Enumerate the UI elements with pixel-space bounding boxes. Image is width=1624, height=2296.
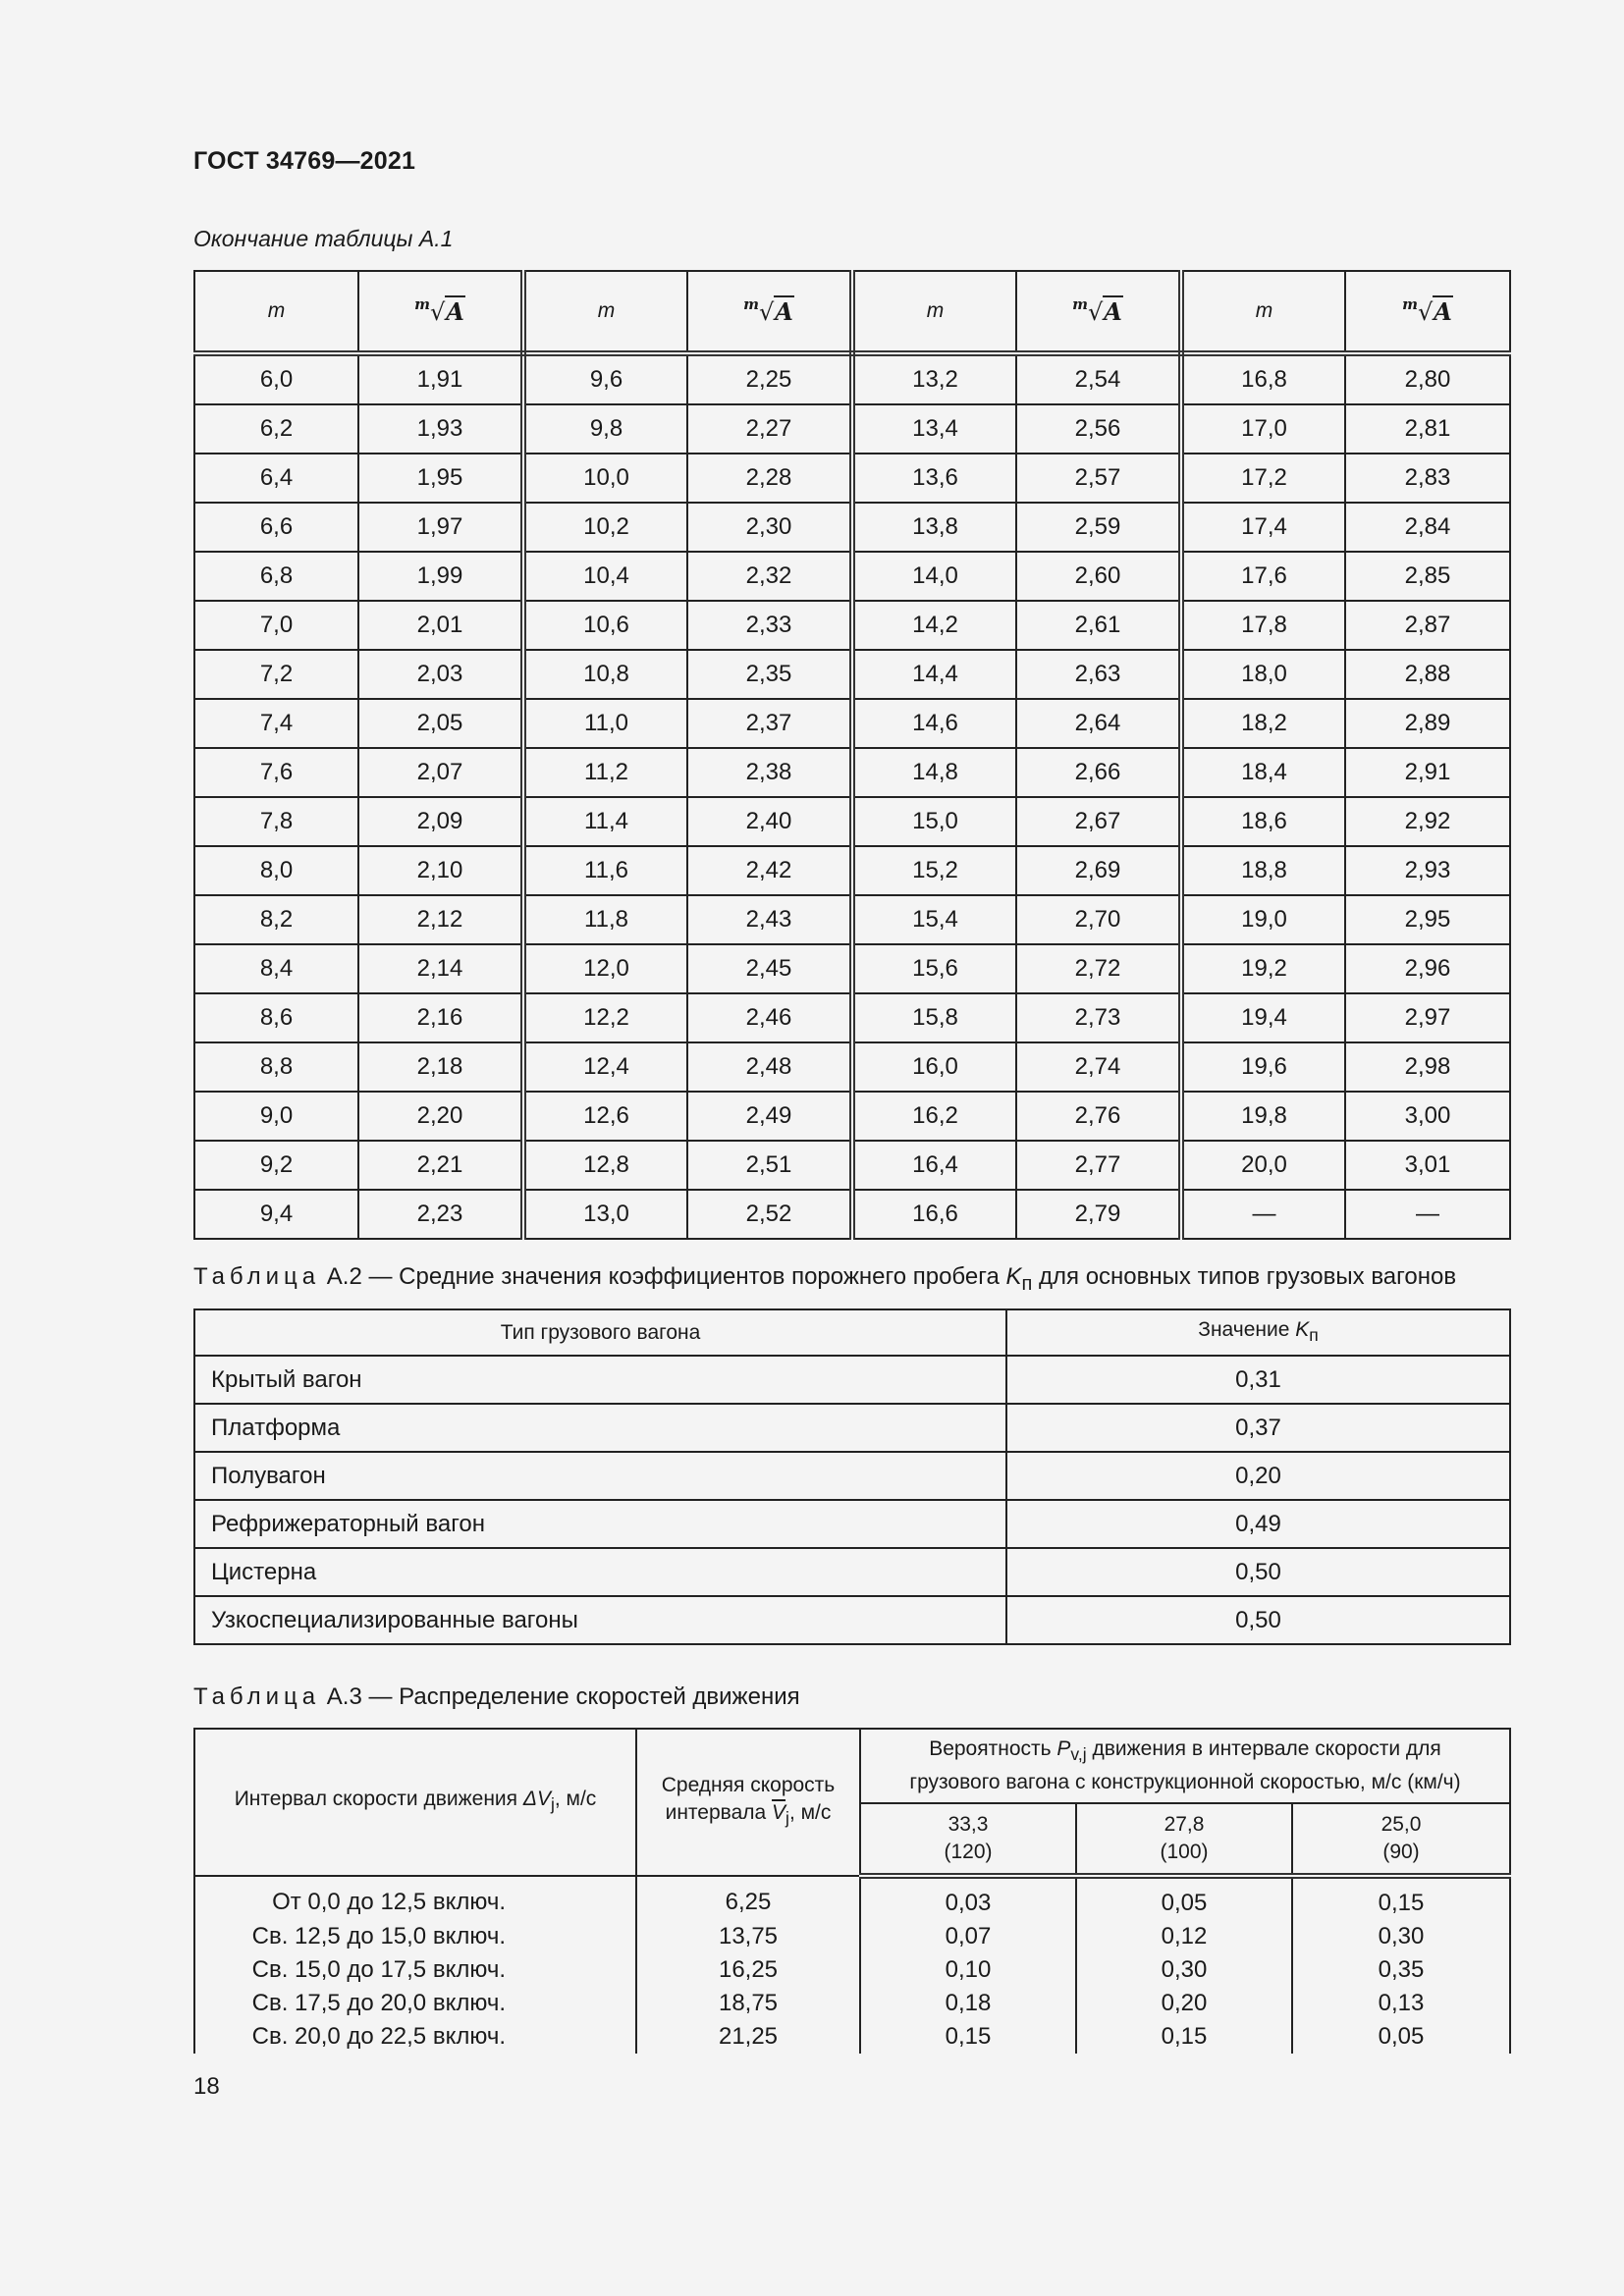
table-cell: 2,05 — [358, 699, 523, 748]
table-a3-caption: Таблица А.3 — Распределение скоростей движения — [193, 1683, 800, 1710]
table-cell: 11,8 — [523, 895, 687, 944]
table-cell: 14,4 — [852, 650, 1016, 699]
table-cell: 2,74 — [1016, 1042, 1181, 1092]
probability: 0,30 — [1076, 1953, 1292, 1987]
column-header-probability: Вероятность $P_{v,j}$ движения в интервале скорости для грузового вагона с конструкционной скоростью, м/с (км/ч) — [860, 1729, 1510, 1803]
table-row — [194, 1876, 1510, 1920]
mean-speed: 21,25 — [636, 2020, 860, 2054]
root-symbol: $^m$√A — [414, 294, 464, 326]
table-cell: 2,56 — [1016, 404, 1181, 454]
table-cell: 2,61 — [1016, 601, 1181, 650]
table-row — [194, 1404, 1510, 1452]
table-cell: 20,0 — [1181, 1141, 1345, 1190]
table-cell: 2,84 — [1345, 503, 1510, 552]
table-cell: 7,8 — [194, 797, 358, 846]
table-cell: 2,14 — [358, 944, 523, 993]
table-cell: 2,89 — [1345, 699, 1510, 748]
probability: 0,35 — [1378, 1956, 1425, 1983]
root-symbol: $^m$√A — [1402, 294, 1452, 326]
table-cell: 2,33 — [687, 601, 852, 650]
table-cell: 18,4 — [1181, 748, 1345, 797]
probability: 0,18 — [860, 1987, 1076, 2020]
table-cell: 2,54 — [1016, 353, 1181, 404]
table-a1 — [193, 270, 1511, 1240]
speed-interval: Св. 15,0 до 17,5 включ. — [194, 1953, 636, 1987]
table-row — [194, 748, 1510, 797]
table-cell: 2,45 — [687, 944, 852, 993]
table-cell: 1,99 — [358, 552, 523, 601]
table-cell: 2,20 — [358, 1092, 523, 1141]
table-cell: 2,70 — [1016, 895, 1181, 944]
table-row — [194, 944, 1510, 993]
table-cell: 9,0 — [194, 1092, 358, 1141]
table-cell: 14,0 — [852, 552, 1016, 601]
table-cell: 9,8 — [523, 404, 687, 454]
table-cell: 16,0 — [852, 1042, 1016, 1092]
wagon-type: Полувагон — [194, 1452, 1006, 1500]
table-cell: 16,2 — [852, 1092, 1016, 1141]
speed-interval: От 0,0 до 12,5 включ. — [194, 1876, 636, 1920]
probability: 0,07 — [860, 1920, 1076, 1953]
table-cell: 1,97 — [358, 503, 523, 552]
probability: 0,12 — [1076, 1920, 1292, 1953]
table-row — [194, 846, 1510, 895]
mean-speed: 18,75 — [636, 1987, 860, 2020]
table-row — [194, 993, 1510, 1042]
table-cell: 2,64 — [1016, 699, 1181, 748]
probability: 0,03 — [860, 1876, 1076, 1920]
kp-value: 0,31 — [1006, 1356, 1510, 1404]
table-row — [194, 1500, 1510, 1548]
table-cell: 2,32 — [687, 552, 852, 601]
table-cell: 2,87 — [1345, 601, 1510, 650]
table-cell: 16,8 — [1181, 353, 1345, 404]
table-cell: 2,52 — [687, 1190, 852, 1239]
m-label: m — [926, 299, 945, 322]
table-cell: 2,01 — [358, 601, 523, 650]
table-cell: 2,09 — [358, 797, 523, 846]
table-row — [194, 895, 1510, 944]
table-cell: 11,6 — [523, 846, 687, 895]
table-cell: 8,2 — [194, 895, 358, 944]
table-cell: 2,18 — [358, 1042, 523, 1092]
column-header-m — [1181, 271, 1345, 353]
column-header-root — [687, 271, 852, 353]
table-header-row — [194, 1729, 1510, 1803]
probability: 0,10 — [860, 1953, 1076, 1987]
mean-speed: 13,75 — [636, 1920, 860, 1953]
table-cell: 2,72 — [1016, 944, 1181, 993]
column-header-interval: Интервал скорости движения $\Delta V_j$, м/с — [194, 1729, 636, 1876]
table-cell: 2,80 — [1345, 353, 1510, 404]
table-a1-caption: Окончание таблицы А.1 — [193, 226, 454, 251]
speed-interval: Св. 17,5 до 20,0 включ. — [194, 1987, 636, 2020]
probability: 0,05 — [1076, 1876, 1292, 1920]
table-cell: 2,69 — [1016, 846, 1181, 895]
table-cell: 6,4 — [194, 454, 358, 503]
table-cell: 2,93 — [1345, 846, 1510, 895]
table-cell: 18,2 — [1181, 699, 1345, 748]
probability: 0,13 — [1378, 1990, 1425, 2016]
table-cell: 2,07 — [358, 748, 523, 797]
mean-speed: 16,25 — [636, 1953, 860, 1987]
table-header-row — [194, 1309, 1510, 1356]
table-cell: 19,0 — [1181, 895, 1345, 944]
column-header-m — [194, 271, 358, 353]
table-row — [194, 1953, 1510, 1987]
table-cell: 2,48 — [687, 1042, 852, 1092]
table-cell: 2,51 — [687, 1141, 852, 1190]
table-cell: 2,76 — [1016, 1092, 1181, 1141]
table-row — [194, 1987, 1510, 2020]
table-cell: 15,8 — [852, 993, 1016, 1042]
table-cell: 15,2 — [852, 846, 1016, 895]
table-cell: 14,2 — [852, 601, 1016, 650]
table-cell: 2,27 — [687, 404, 852, 454]
table-cell: 2,79 — [1016, 1190, 1181, 1239]
table-cell: 13,6 — [852, 454, 1016, 503]
table-row — [194, 1141, 1510, 1190]
table-cell: 2,92 — [1345, 797, 1510, 846]
kp-value: 0,49 — [1006, 1500, 1510, 1548]
table-cell: 10,4 — [523, 552, 687, 601]
table-cell: 2,97 — [1345, 993, 1510, 1042]
column-header-root — [358, 271, 523, 353]
table-cell: 15,0 — [852, 797, 1016, 846]
wagon-type: Крытый вагон — [194, 1356, 1006, 1404]
table-cell: 6,8 — [194, 552, 358, 601]
table-cell: 14,6 — [852, 699, 1016, 748]
table-cell: 2,63 — [1016, 650, 1181, 699]
table-cell: 6,2 — [194, 404, 358, 454]
table-row — [194, 1092, 1510, 1141]
table-row — [194, 1920, 1510, 1953]
table-cell: 13,4 — [852, 404, 1016, 454]
table-cell: 2,30 — [687, 503, 852, 552]
probability: 0,15 — [1076, 2020, 1292, 2054]
table-row — [194, 601, 1510, 650]
table-cell: 2,37 — [687, 699, 852, 748]
root-symbol: $^m$√A — [743, 294, 793, 326]
table-a3 — [193, 1728, 1511, 2054]
table-cell: 13,0 — [523, 1190, 687, 1239]
table-cell: 13,2 — [852, 353, 1016, 404]
table-cell: 19,6 — [1181, 1042, 1345, 1092]
wagon-type: Узкоспециализированные вагоны — [194, 1596, 1006, 1644]
table-cell: 2,85 — [1345, 552, 1510, 601]
table-cell: 3,00 — [1345, 1092, 1510, 1141]
table-cell: 2,23 — [358, 1190, 523, 1239]
table-cell: 2,28 — [687, 454, 852, 503]
table-cell: 1,95 — [358, 454, 523, 503]
table-cell: 2,66 — [1016, 748, 1181, 797]
table-cell: 1,91 — [358, 353, 523, 404]
table-a2-caption: Таблица А.2 — Средние значения коэффициентов порожнего пробега $K_п$ для основных типов грузовых вагонов — [193, 1263, 1457, 1295]
table-cell: 2,38 — [687, 748, 852, 797]
table-cell: 8,0 — [194, 846, 358, 895]
table-cell: 8,6 — [194, 993, 358, 1042]
table-row — [194, 1190, 1510, 1239]
table-cell: 19,8 — [1181, 1092, 1345, 1141]
table-cell: 9,2 — [194, 1141, 358, 1190]
column-header-mean-speed: Средняя скорость интервала $\overline{V}_j$, м/с — [636, 1729, 860, 1876]
table-cell: 11,0 — [523, 699, 687, 748]
kp-value: 0,37 — [1006, 1404, 1510, 1452]
table-cell: 2,91 — [1345, 748, 1510, 797]
table-row — [194, 1356, 1510, 1404]
table-row — [194, 353, 1510, 404]
table-cell: 2,42 — [687, 846, 852, 895]
table-cell: 6,6 — [194, 503, 358, 552]
table-cell: 7,0 — [194, 601, 358, 650]
table-cell: 9,4 — [194, 1190, 358, 1239]
table-cell: 17,0 — [1181, 404, 1345, 454]
column-header-root — [1016, 271, 1181, 353]
table-cell: 2,77 — [1016, 1141, 1181, 1190]
wagon-type: Цистерна — [194, 1548, 1006, 1596]
table-cell: 13,8 — [852, 503, 1016, 552]
table-cell: 8,4 — [194, 944, 358, 993]
table-cell: 8,8 — [194, 1042, 358, 1092]
column-header-type: Тип грузового вагона — [194, 1309, 1006, 1356]
table-cell: 2,73 — [1016, 993, 1181, 1042]
table-cell: 2,60 — [1016, 552, 1181, 601]
table-cell: 2,21 — [358, 1141, 523, 1190]
table-cell: 10,8 — [523, 650, 687, 699]
table-row — [194, 1596, 1510, 1644]
table-row — [194, 2020, 1510, 2054]
table-cell: 2,49 — [687, 1092, 852, 1141]
table-header-row — [194, 271, 1510, 353]
m-label: m — [597, 299, 616, 322]
table-cell: 6,0 — [194, 353, 358, 404]
table-cell: 12,0 — [523, 944, 687, 993]
table-row — [194, 797, 1510, 846]
table-cell: 19,2 — [1181, 944, 1345, 993]
table-cell: 10,0 — [523, 454, 687, 503]
mean-speed: 6,25 — [636, 1876, 860, 1920]
table-cell: 2,10 — [358, 846, 523, 895]
table-row — [194, 1042, 1510, 1092]
table-cell: 16,4 — [852, 1141, 1016, 1190]
table-cell: 11,2 — [523, 748, 687, 797]
document-code: ГОСТ 34769—2021 — [193, 147, 416, 175]
table-a2 — [193, 1308, 1511, 1645]
table-cell: 2,98 — [1345, 1042, 1510, 1092]
table-cell: 9,6 — [523, 353, 687, 404]
table-cell: 10,6 — [523, 601, 687, 650]
table-cell: 14,8 — [852, 748, 1016, 797]
table-row — [194, 1548, 1510, 1596]
table-cell: 18,8 — [1181, 846, 1345, 895]
table-cell: 7,6 — [194, 748, 358, 797]
kp-value: 0,50 — [1006, 1548, 1510, 1596]
column-header-root — [1345, 271, 1510, 353]
table-cell: 12,4 — [523, 1042, 687, 1092]
table-cell: 17,6 — [1181, 552, 1345, 601]
table-cell: 2,57 — [1016, 454, 1181, 503]
table-cell: 12,6 — [523, 1092, 687, 1141]
table-cell: 3,01 — [1345, 1141, 1510, 1190]
table-row — [194, 650, 1510, 699]
table-cell: 2,46 — [687, 993, 852, 1042]
table-cell: 2,35 — [687, 650, 852, 699]
table-row — [194, 1452, 1510, 1500]
table-cell: 2,16 — [358, 993, 523, 1042]
table-cell: 16,6 — [852, 1190, 1016, 1239]
table-cell: 2,40 — [687, 797, 852, 846]
table-cell: 2,95 — [1345, 895, 1510, 944]
table-row — [194, 454, 1510, 503]
table-cell: — — [1416, 1201, 1439, 1227]
table-cell: 12,8 — [523, 1141, 687, 1190]
table-cell: 15,6 — [852, 944, 1016, 993]
column-header-speed-1: 33,3 (120) — [860, 1803, 1076, 1876]
speed-interval: Св. 20,0 до 22,5 включ. — [194, 2020, 636, 2054]
table-cell: 17,2 — [1181, 454, 1345, 503]
table-cell: 7,2 — [194, 650, 358, 699]
table-cell: 10,2 — [523, 503, 687, 552]
table-cell: 2,59 — [1016, 503, 1181, 552]
speed-interval: Св. 12,5 до 15,0 включ. — [194, 1920, 636, 1953]
table-cell: 18,0 — [1181, 650, 1345, 699]
table-cell: — — [1181, 1190, 1345, 1239]
table-cell: 2,83 — [1345, 454, 1510, 503]
table-cell: 2,96 — [1345, 944, 1510, 993]
column-header-m — [523, 271, 687, 353]
table-cell: 17,8 — [1181, 601, 1345, 650]
page-number: 18 — [193, 2073, 220, 2100]
table-row — [194, 699, 1510, 748]
column-header-value: Значение $K_п$ — [1006, 1309, 1510, 1356]
wagon-type: Платформа — [194, 1404, 1006, 1452]
probability: 0,15 — [1378, 1890, 1425, 1916]
table-cell: 17,4 — [1181, 503, 1345, 552]
table-cell: 1,93 — [358, 404, 523, 454]
root-symbol: $^m$√A — [1072, 294, 1122, 326]
probability: 0,15 — [860, 2020, 1076, 2054]
table-cell: 12,2 — [523, 993, 687, 1042]
table-cell: 2,88 — [1345, 650, 1510, 699]
column-header-speed-2: 27,8 (100) — [1076, 1803, 1292, 1876]
m-label: m — [267, 299, 286, 322]
column-header-speed-3: 25,0 (90) — [1292, 1803, 1510, 1876]
probability: 0,20 — [1076, 1987, 1292, 2020]
table-cell: 2,03 — [358, 650, 523, 699]
table-cell: 2,12 — [358, 895, 523, 944]
column-header-m — [852, 271, 1016, 353]
table-row — [194, 503, 1510, 552]
table-cell: 18,6 — [1181, 797, 1345, 846]
wagon-type: Рефрижераторный вагон — [194, 1500, 1006, 1548]
table-cell: 2,67 — [1016, 797, 1181, 846]
table-row — [194, 552, 1510, 601]
kp-value: 0,20 — [1006, 1452, 1510, 1500]
table-cell: 19,4 — [1181, 993, 1345, 1042]
m-label: m — [1255, 299, 1273, 322]
probability: 0,30 — [1378, 1923, 1425, 1949]
table-cell: 7,4 — [194, 699, 358, 748]
table-cell: 2,25 — [687, 353, 852, 404]
kp-value: 0,50 — [1006, 1596, 1510, 1644]
probability: 0,05 — [1378, 2023, 1425, 2050]
table-cell: 2,43 — [687, 895, 852, 944]
table-cell: 2,81 — [1345, 404, 1510, 454]
table-row — [194, 404, 1510, 454]
table-cell: 11,4 — [523, 797, 687, 846]
table-cell: 15,4 — [852, 895, 1016, 944]
